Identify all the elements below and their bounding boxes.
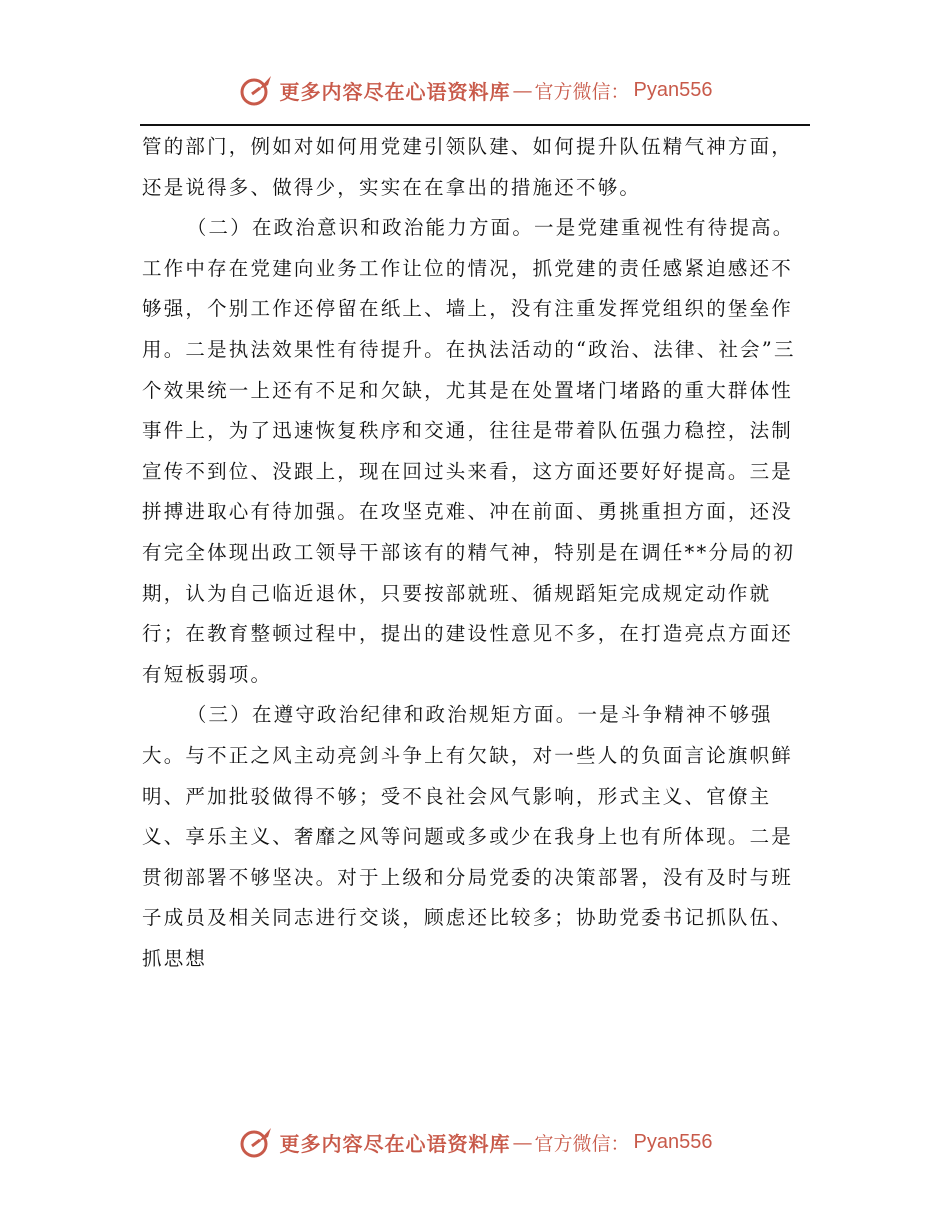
- watermark-header: [0, 70, 950, 110]
- watermark-dash: —: [512, 78, 533, 102]
- paragraph-section-2: （二）在政治意识和政治能力方面。一是党建重视性有待提高。工作中存在党建向业务工作让位的情况，抓党建的责任感紧迫感还不够强，个别工作还停留在纸上、墙上，没有注重发挥党组织的堡垒作用。二是执法效果性有待提升。在执法活动的“政治、法律、社会”三个效果统一上还有不足和欠缺，尤其是在处置堵门堵路的重大群体性事件上，为了迅速恢复秩序和交通，往往是带着队伍强力稳控，法制宣传不到位、没跟上，现在回过头来看，这方面还要好好提高。三是拼搏进取心有待加强。在攻坚克难、冲在前面、勇挑重担方面，还没有完全体现出政工领导干部该有的精气神，特别是在调任**分局的初期，认为自己临近退休，只要按部就班、循规蹈矩完成规定动作就行；在教育整顿过程中，提出的建设性意见不多，在打造亮点方面还有短板弱项。: [142, 216, 796, 686]
- document-body: [142, 127, 814, 979]
- watermark-brand: [238, 72, 713, 108]
- watermark-brand-footer: [238, 1124, 713, 1160]
- watermark-footer: [0, 1122, 950, 1162]
- watermark-wechat-id: Pyan556: [633, 78, 713, 101]
- paragraph-continuation: 管的部门，例如对如何用党建引领队建、如何提升队伍精气神方面，还是说得多、做得少，实实在在拿出的措施还不够。: [142, 135, 794, 199]
- watermark-wechat-label: 官方微信：: [534, 1132, 630, 1155]
- quill-logo-icon: [238, 1124, 274, 1160]
- watermark-site-name: 更多内容尽在心语资料库: [279, 79, 511, 104]
- watermark-dash: —: [512, 1130, 533, 1154]
- watermark-wechat-id: Pyan556: [633, 1130, 713, 1153]
- watermark-wechat-label: 官方微信：: [534, 80, 630, 103]
- watermark-site-name: 更多内容尽在心语资料库: [279, 1131, 511, 1156]
- quill-logo-icon: [238, 72, 274, 108]
- paragraph-section-3: （三）在遵守政治纪律和政治规矩方面。一是斗争精神不够强大。与不正之风主动亮剑斗争上有欠缺，对一些人的负面言论旗帜鲜明、严加批驳做得不够；受不良社会风气影响，形式主义、官僚主义、享乐主义、奢靡之风等问题或多或少在我身上也有所体现。二是贯彻部署不够坚决。对于上级和分局党委的决策部署，没有及时与班子成员及相关同志进行交谈，顾虑还比较多；协助党委书记抓队伍、抓思想: [142, 703, 794, 970]
- header-divider: [140, 124, 810, 126]
